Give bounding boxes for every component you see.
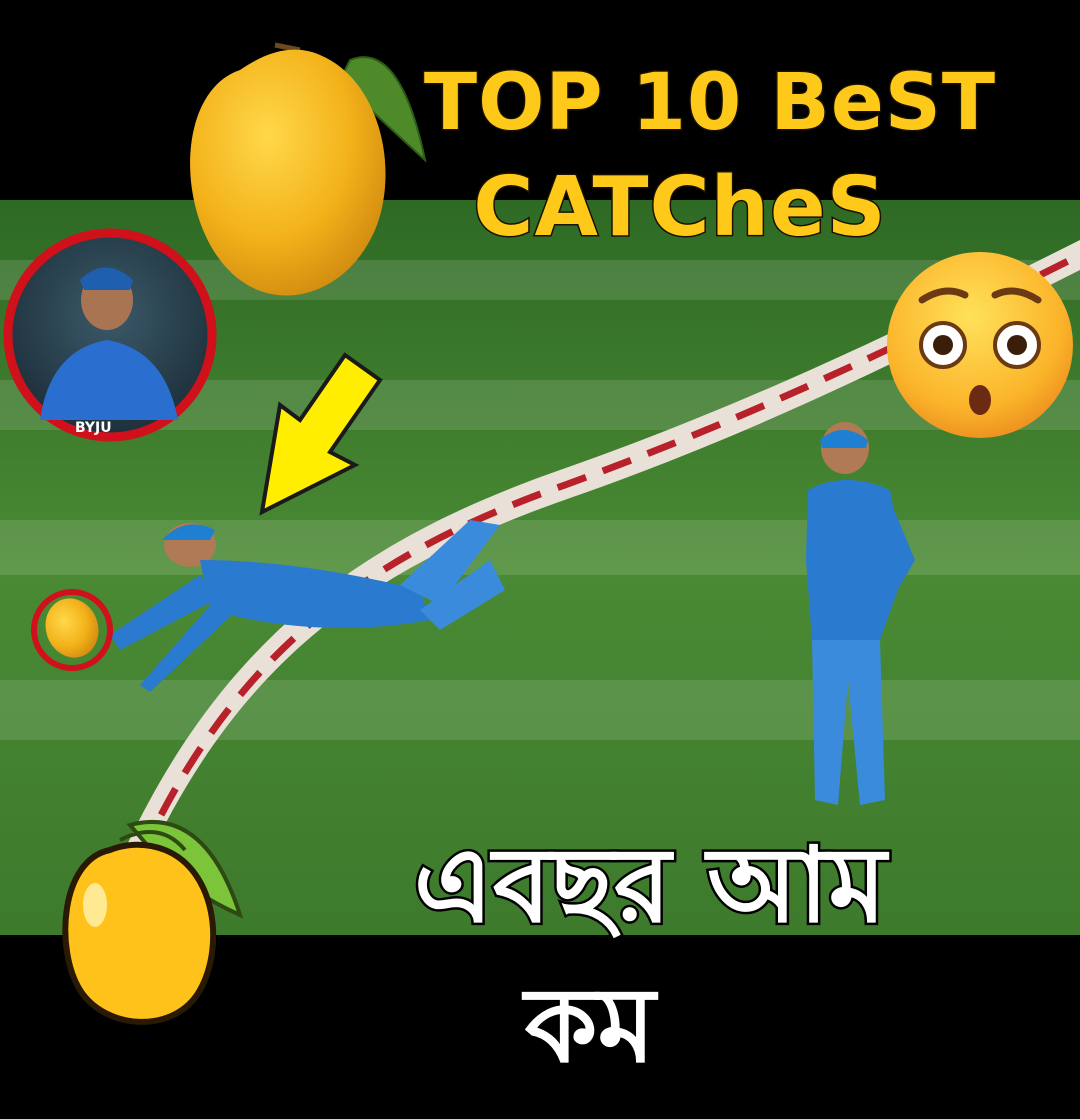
title-line-1: TOP 10 BeST	[423, 58, 997, 148]
player-inset	[8, 233, 212, 437]
shocked-emoji-icon	[887, 252, 1073, 438]
svg-text:BYJU: BYJU	[75, 420, 112, 436]
title-line-2: CATCheS	[473, 160, 887, 255]
caption-line-1: এবছর আম	[413, 824, 887, 946]
caption-line-2: কম	[524, 964, 656, 1086]
